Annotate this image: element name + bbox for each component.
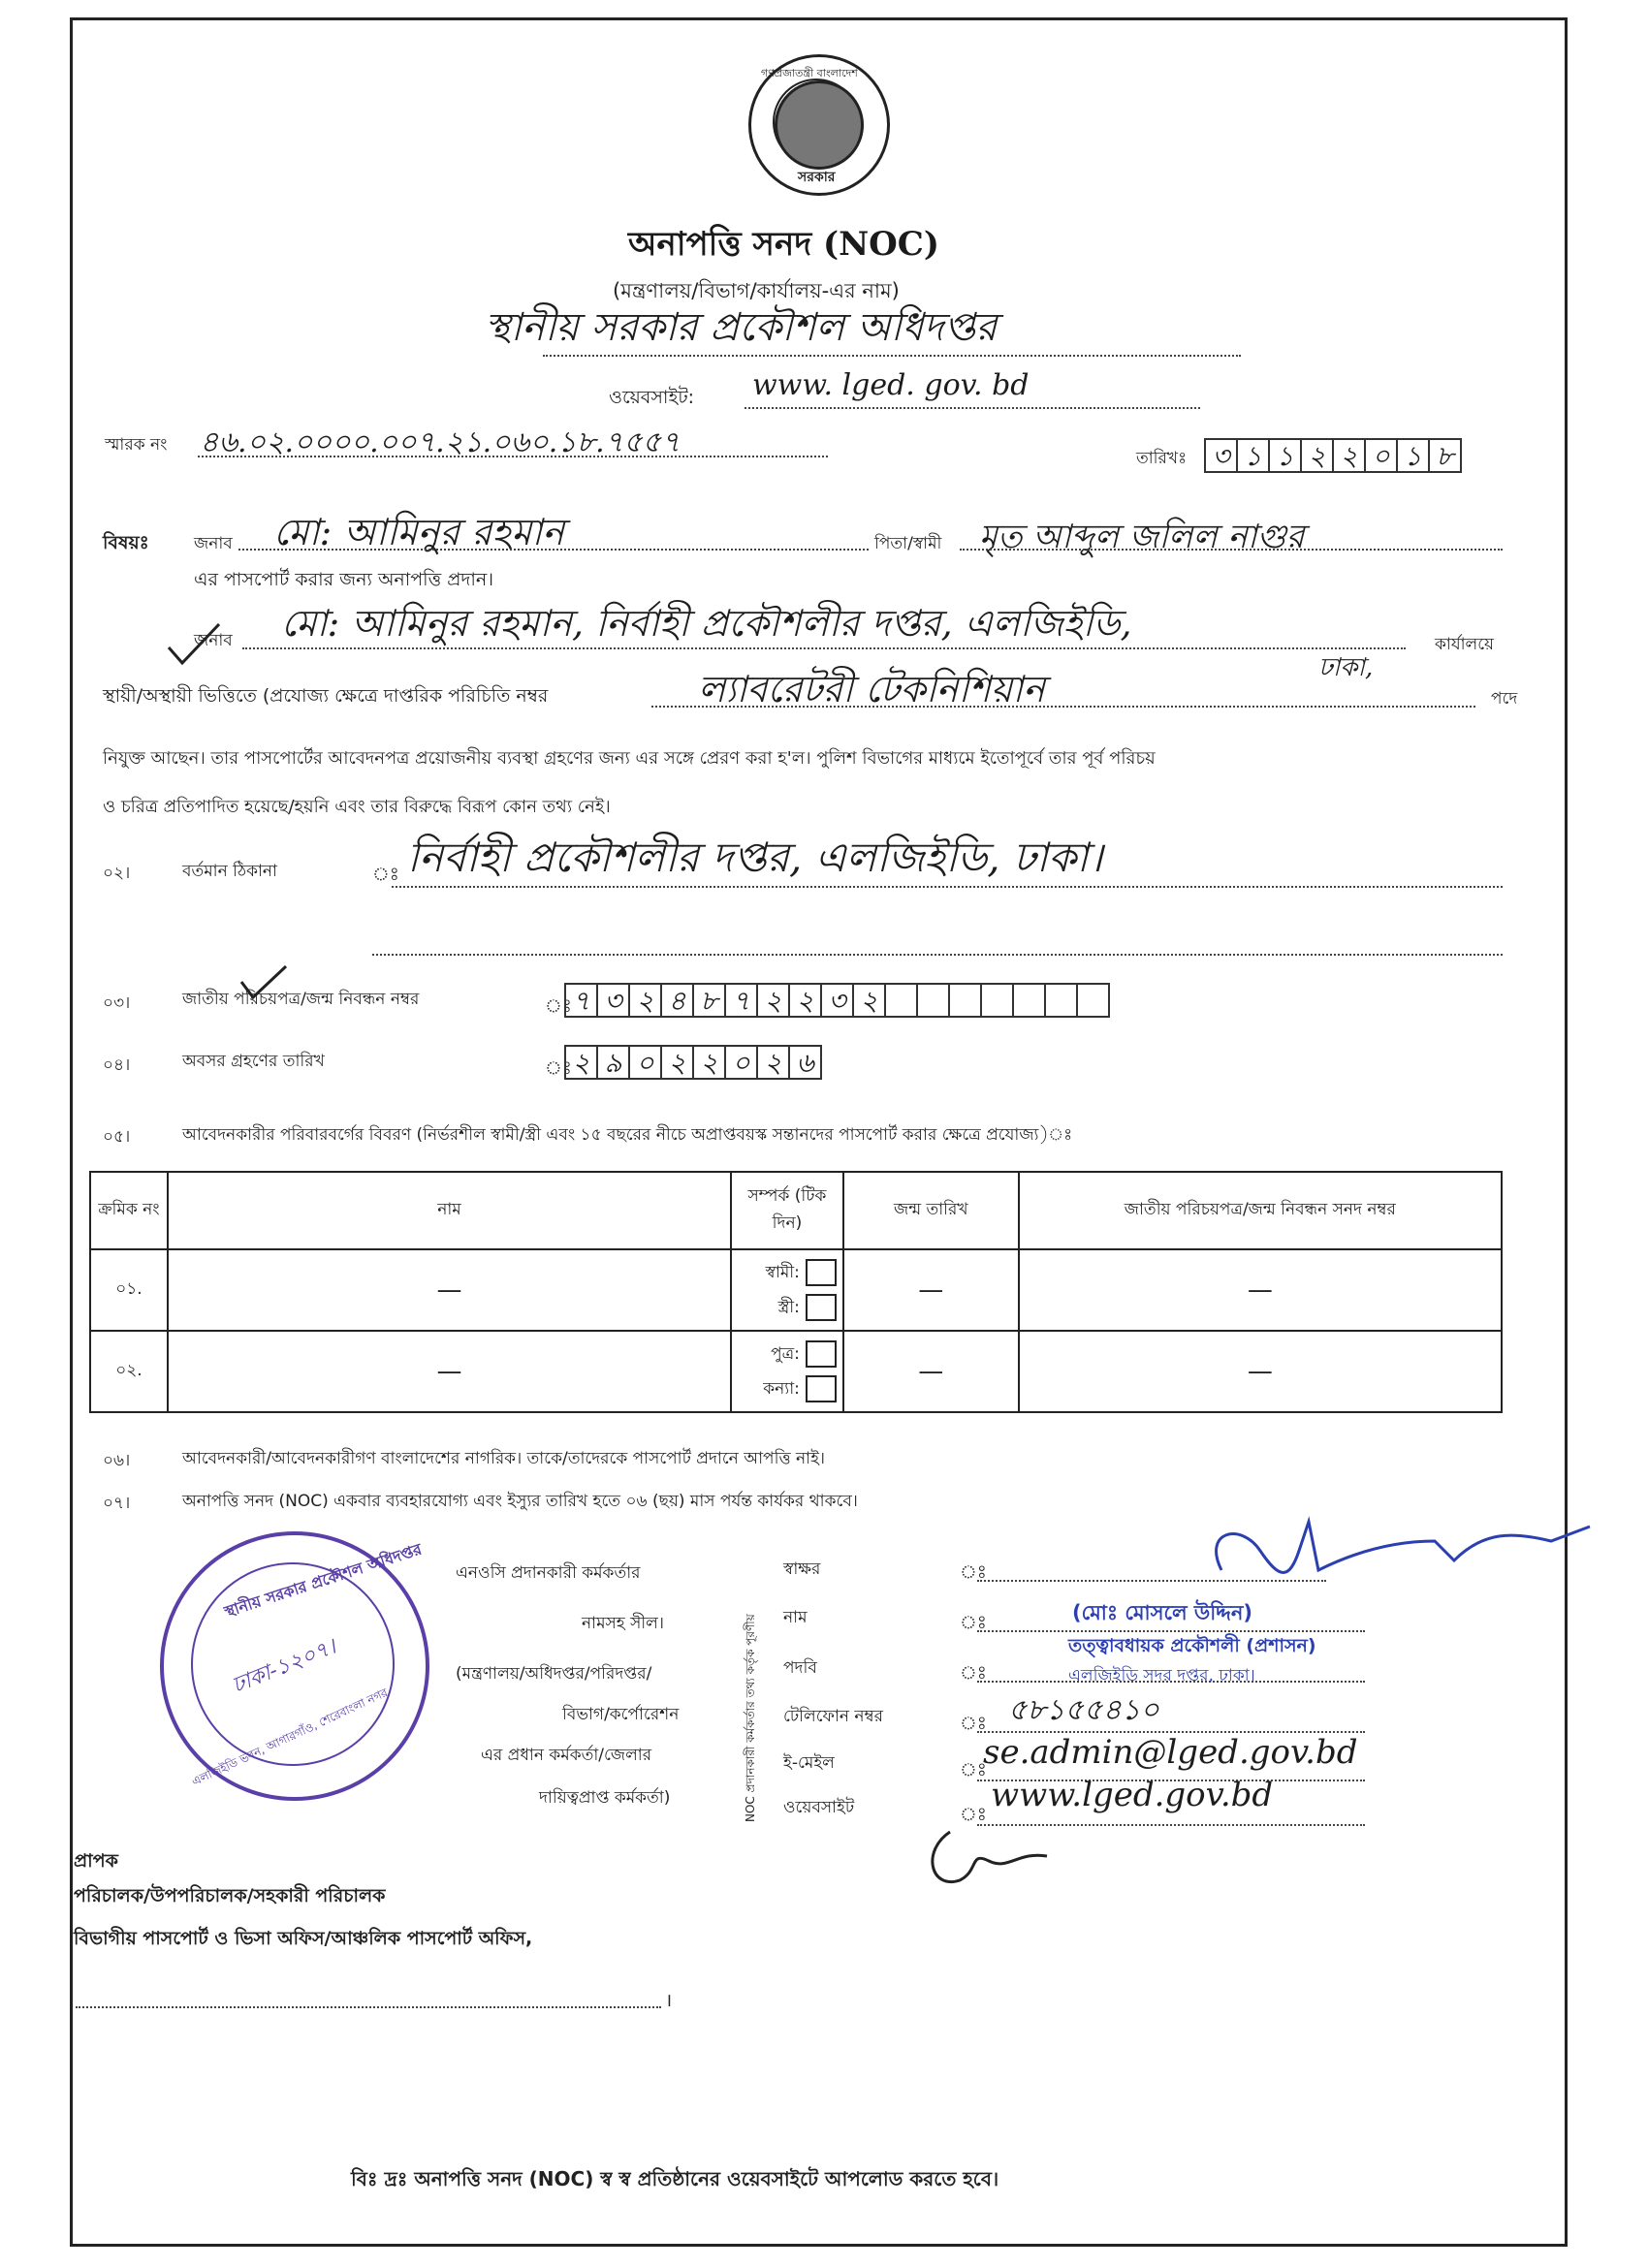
item-03-number: ০৩। — [103, 993, 131, 1013]
item-02-number: ০২। — [103, 864, 131, 883]
family-table — [89, 1171, 1503, 1413]
subject-line-2: এর পাসপোর্ট করার জন্য অনাপত্তি প্রদান। — [194, 569, 494, 590]
row-nid: — — [1019, 1249, 1502, 1331]
retirement-digit-box: ৯ — [596, 1045, 630, 1080]
phone-label: টেলিফোন নম্বর — [783, 1707, 883, 1726]
date-digit-box: ৮ — [1428, 438, 1462, 473]
memo-number: ৪৬.০২.০০০০.০০৭.২১.০৬০.১৮.৭৫৫৭ — [200, 425, 681, 459]
signature-colon: ঃ — [960, 1561, 987, 1583]
retirement-digit-box: ২ — [756, 1045, 790, 1080]
nid-boxes — [566, 983, 1110, 1018]
father-line — [960, 549, 1503, 551]
tick-mark-icon — [165, 620, 223, 669]
address-line-2 — [372, 954, 1503, 956]
permanent-label: স্থায়ী/অস্থায়ী ভিত্তিতে (প্রযোজ্য ক্ষেত্রে দাপ্তরিক পরিচিতি নম্বর — [103, 685, 549, 707]
relation-cell — [731, 1331, 843, 1412]
body-paragraph-1: নিযুক্ত আছেন। তার পাসপোর্টের আবেদনপত্র প্রয়োজনীয় ব্যবস্থা গ্রহণের জন্য এর সঙ্গে প্রেরণ করা হ'ল। পুলিশ বিভাগের মাধ্যমে ইতোপূর্বে তার পূর্ব পরিচয় — [103, 748, 1156, 769]
relation-label: কন্যা: — [763, 1379, 800, 1399]
nid-digit-box: ২ — [788, 983, 822, 1018]
ministry-subtitle: (মন্ত্রণালয়/বিভাগ/কার্যালয়-এর নাম) — [613, 279, 900, 302]
date-digit-box: ২ — [1300, 438, 1334, 473]
recipient-end: । — [665, 1990, 673, 2011]
government-seal — [748, 54, 890, 196]
nid-digit-box: ৪ — [660, 983, 694, 1018]
email-handwritten: se.admin@lged.gov.bd — [983, 1733, 1358, 1772]
officer-designation-stamp: তত্ত্বাবধায়ক প্রকৌশলী (প্রশাসন) — [1068, 1635, 1316, 1656]
stamp-bottom-text: এলজিইডি ভবন, আগারগাঁও, শেরেবাংলা নগর — [189, 1685, 391, 1789]
nid-digit-box: ৩ — [596, 983, 630, 1018]
issuer-line: (মন্ত্রণালয়/অধিদপ্তর/পরিদপ্তর/ — [456, 1664, 652, 1684]
row-serial: ০২. — [90, 1331, 168, 1412]
row-name: — — [168, 1249, 731, 1331]
date-boxes — [1206, 438, 1462, 473]
website-label: ওয়েবসাইট: — [609, 387, 695, 408]
issuer-line: এনওসি প্রদানকারী কর্মকর্তার — [456, 1563, 641, 1583]
nid-colon: ঃ — [545, 995, 572, 1017]
address-colon: ঃ — [372, 864, 399, 885]
retirement-digit-box: ৬ — [788, 1045, 822, 1080]
name-colon: ঃ — [960, 1612, 987, 1633]
name-line — [238, 549, 869, 551]
subject-janab-label: জনাব — [194, 534, 233, 553]
table-header: জাতীয় পরিচয়পত্র/জন্ম নিবন্ধন সনদ নম্বর — [1019, 1172, 1502, 1249]
office-round-stamp — [160, 1531, 429, 1801]
nid-digit-box: ২ — [756, 983, 790, 1018]
nid-digit-box: ৮ — [692, 983, 726, 1018]
table-header-row — [90, 1172, 1502, 1249]
father-name: মৃত আব্দুল জলিল নাগুর — [979, 518, 1305, 556]
address-handwritten: নির্বাহী প্রকৌশলীর দপ্তর, এলজিইডি, ঢাকা। — [407, 834, 1103, 881]
issuer-line: নামসহ সীল। — [582, 1614, 664, 1633]
applicant-posting: মো: আমিনুর রহমান, নির্বাহী প্রকৌশলীর দপ্তর, এলজিইডি, — [281, 602, 1132, 645]
date-digit-box: ১ — [1396, 438, 1430, 473]
vertical-label: NOC প্রদানকারী কর্মকর্তার তথ্য কর্তৃক পূরণীয় — [744, 1614, 757, 1822]
signature-label: স্বাক্ষর — [783, 1559, 821, 1579]
father-label: পিতা/স্বামী — [874, 534, 942, 553]
nid-digit-box: ২ — [628, 983, 662, 1018]
date-digit-box: ১ — [1236, 438, 1270, 473]
applicant-name: মো: আমিনুর রহমান — [273, 511, 565, 553]
address-label: বর্তমান ঠিকানা — [182, 862, 277, 881]
nid-digit-box: ৭ — [724, 983, 758, 1018]
document-title: অনাপত্তি সনদ (NOC) — [628, 225, 939, 264]
retirement-digit-box: ২ — [660, 1045, 694, 1080]
row-dob: — — [843, 1249, 1019, 1331]
officer-name-stamp: (মোঃ মোসলে উদ্দিন) — [1072, 1601, 1252, 1624]
subject-label: বিষয়ঃ — [103, 532, 149, 553]
note-07: অনাপত্তি সনদ (NOC) একবার ব্যবহারযোগ্য এবং ইস্যুর তারিখ হতে ০৬ (ছয়) মাস পর্যন্ত কার্যকর থাকবে। — [182, 1492, 858, 1511]
retirement-digit-box: ২ — [564, 1045, 598, 1080]
extra-handwritten: ঢাকা, — [1318, 653, 1374, 682]
seal-bottom-text: সরকার — [798, 170, 836, 185]
body-janab-label: জনাব — [194, 631, 233, 650]
table-header: জন্ম তারিখ — [843, 1172, 1019, 1249]
issuer-line: দায়িত্বপ্রাপ্ত কর্মকর্তা) — [539, 1788, 671, 1808]
phone-colon: ঃ — [960, 1713, 987, 1734]
relation-checkbox[interactable] — [806, 1375, 837, 1402]
officer-office-stamp: এলজিইডি সদর দপ্তর, ঢাকা। — [1068, 1666, 1255, 1685]
nid-digit-box — [884, 983, 918, 1018]
tick-mark-icon — [238, 964, 291, 1003]
website-field-label: ওয়েবসাইট — [783, 1798, 855, 1817]
date-digit-box: ২ — [1332, 438, 1366, 473]
memo-label: স্মারক নং — [105, 435, 168, 455]
table-header: নাম — [168, 1172, 731, 1249]
website-handwritten: www. lged. gov. bd — [752, 368, 1030, 402]
relation-checkbox[interactable] — [806, 1294, 837, 1321]
nid-label: জাতীয় পরিচয়পত্র/জন্ম নিবন্ধন নম্বর — [182, 990, 420, 1009]
posting-line — [242, 647, 1406, 649]
body-paragraph-2: ও চরিত্র প্রতিপাদিত হয়েছে/হয়নি এবং তার বিরুদ্ধে বিরূপ কোন তথ্য নেই। — [103, 797, 611, 817]
nid-digit-box: ৩ — [820, 983, 854, 1018]
retirement-label: অবসর গ্রহণের তারিখ — [182, 1052, 325, 1071]
name-label: নাম — [783, 1608, 808, 1627]
item-06-number: ০৬। — [103, 1451, 131, 1470]
date-digit-box: ৩ — [1204, 438, 1238, 473]
retirement-digit-box: ০ — [628, 1045, 662, 1080]
relation-label: স্বামী: — [765, 1263, 800, 1282]
nid-digit-box — [916, 983, 950, 1018]
designation-label: পদবি — [783, 1658, 817, 1678]
office-name-handwritten: স্থানীয় সরকার প্রকৌশল অধিদপ্তর — [485, 305, 998, 350]
item-04-number: ০৪। — [103, 1055, 131, 1075]
designation-line — [651, 706, 1475, 708]
retirement-digit-box: ০ — [724, 1045, 758, 1080]
table-row — [90, 1249, 1502, 1331]
nid-digit-box: ৭ — [564, 983, 598, 1018]
relation-checkbox[interactable] — [806, 1259, 837, 1286]
relation-cell — [731, 1249, 843, 1331]
office-name-line — [543, 355, 1241, 357]
designation-handwritten: ল্যাবরেটরী টেকনিশিয়ান — [698, 668, 1045, 710]
seal-top-text: গণপ্রজাতন্ত্রী বাংলাদেশ — [761, 67, 858, 79]
relation-checkbox[interactable] — [806, 1340, 837, 1368]
recipient-line: বিভাগীয় পাসপোর্ট ও ভিসা অফিস/আঞ্চলিক পাসপোর্ট অফিস, — [74, 1928, 533, 1949]
nid-digit-box — [1044, 983, 1078, 1018]
website-field-colon: ঃ — [960, 1804, 987, 1825]
nid-digit-box — [948, 983, 982, 1018]
recipient-address-line — [76, 2006, 661, 2008]
initials-scribble-icon — [921, 1822, 1057, 1900]
recipient-line: পরিচালক/উপপরিচালক/সহকারী পরিচালক — [74, 1885, 386, 1906]
retirement-date-boxes — [566, 1045, 822, 1080]
website-field-handwritten: www.lged.gov.bd — [991, 1776, 1274, 1814]
table-header: সম্পর্ক (টিক দিন) — [731, 1172, 843, 1249]
signature-scribble-icon — [1202, 1512, 1609, 1599]
row-name: — — [168, 1331, 731, 1412]
table-header: ক্রমিক নং — [90, 1172, 168, 1249]
recipient-heading: প্রাপক — [74, 1850, 118, 1872]
phone-handwritten: ৫৮১৫৫৪১০ — [1008, 1693, 1159, 1727]
note-06: আবেদনকারী/আবেদনকারীগণ বাংলাদেশের নাগরিক। তাকে/তাদেরকে পাসপোর্ট প্রদানে আপত্তি নাই। — [182, 1449, 826, 1468]
item-05-number: ০৫। — [103, 1127, 131, 1147]
nid-digit-box — [1076, 983, 1110, 1018]
date-digit-box: ১ — [1268, 438, 1302, 473]
email-label: ই-মেইল — [783, 1753, 835, 1773]
date-digit-box: ০ — [1364, 438, 1398, 473]
issuer-line: এর প্রধান কর্মকর্তা/জেলার — [481, 1746, 652, 1765]
nid-digit-box — [980, 983, 1014, 1018]
address-line-1 — [392, 886, 1503, 888]
row-dob: — — [843, 1331, 1019, 1412]
designation-colon: ঃ — [960, 1662, 987, 1684]
row-serial: ০১. — [90, 1249, 168, 1331]
stamp-ring-text: স্থানীয় সরকার প্রকৌশল অধিদপ্তর — [221, 1539, 425, 1622]
issuer-line: বিভাগ/কর্পোরেশন — [562, 1705, 680, 1724]
nid-digit-box: ২ — [852, 983, 886, 1018]
footer-note: বিঃ দ্রঃ অনাপত্তি সনদ (NOC) স্ব স্ব প্রতিষ্ঠানের ওয়েবসাইটে আপলোড করতে হবে। — [351, 2167, 999, 2190]
nid-digit-box — [1012, 983, 1046, 1018]
item-07-number: ০৭। — [103, 1494, 131, 1513]
row-nid: — — [1019, 1331, 1502, 1412]
table-row — [90, 1331, 1502, 1412]
retirement-colon: ঃ — [545, 1057, 572, 1079]
email-colon: ঃ — [960, 1759, 987, 1780]
post-word: পদে — [1491, 689, 1518, 709]
date-label: তারিখঃ — [1136, 449, 1188, 468]
memo-line — [198, 456, 828, 457]
seal-emblem-icon — [775, 80, 864, 170]
relation-label: স্ত্রী: — [777, 1298, 800, 1317]
family-label: আবেদনকারীর পরিবারবর্গের বিবরণ (নির্ভরশীল স্বামী/স্ত্রী এবং ১৫ বছরের নীচে অপ্রাপ্তবয়স্ক সন্তানদের পাসপোর্ট করার ক্ষেত্রে প্রযোজ্য)ঃ — [182, 1125, 1073, 1145]
relation-label: পুত্র: — [771, 1344, 800, 1364]
website-line — [745, 407, 1200, 409]
retirement-digit-box: ২ — [692, 1045, 726, 1080]
stamp-center-text: ঢাকা-১২০৭। — [229, 1634, 340, 1699]
office-word: কার্যালয়ে — [1435, 635, 1495, 654]
